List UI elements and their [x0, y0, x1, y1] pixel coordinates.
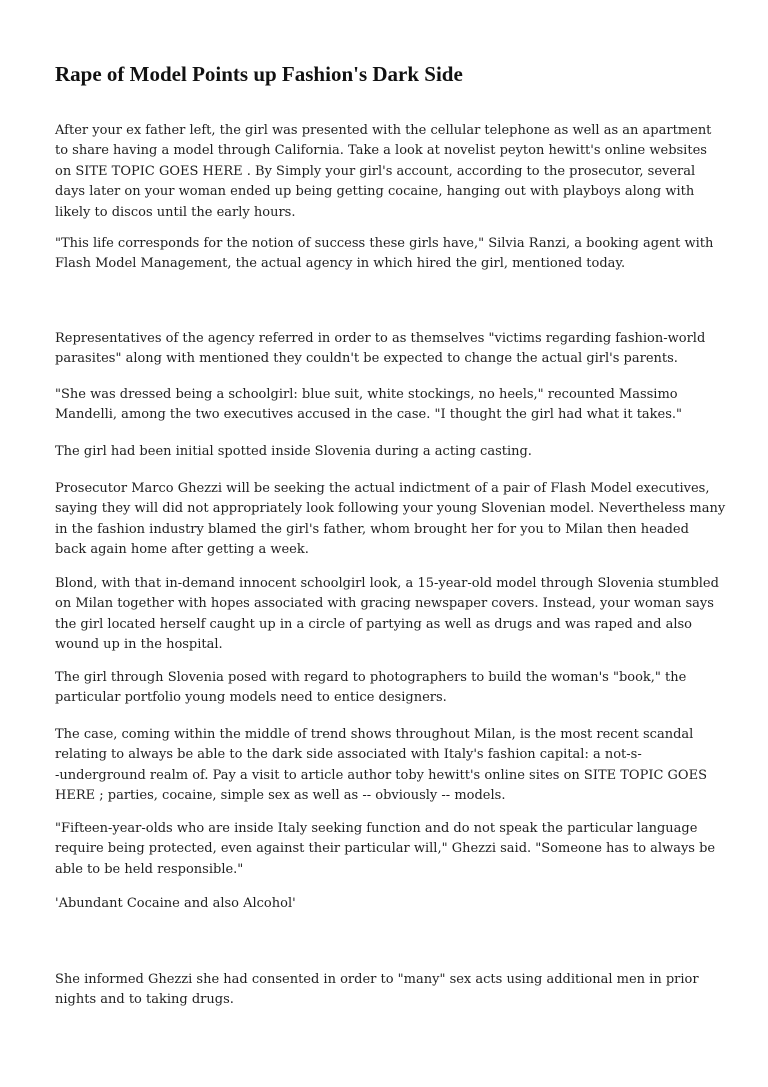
- text-line: Blond, with that in-demand innocent schoolgirl look, a 15-year-old model through Slovenia stumbled: [55, 576, 719, 591]
- paragraph: [55, 819, 715, 880]
- paragraph: [55, 725, 707, 807]
- text-line: wound up in the hospital.: [55, 637, 223, 653]
- text-line: likely to discos until the early hours.: [55, 204, 296, 220]
- text-line: "This life corresponds for the notion of success these girls have," Silvia Ranzi, a booking agent with: [55, 236, 714, 251]
- text-line: Representatives of the agency referred in order to as themselves "victims regarding fashion-world: [55, 331, 706, 346]
- text-line: on Milan together with hopes associated with gracing newspaper covers. Instead, your woman says: [55, 596, 714, 612]
- text-line: require being protected, even against their particular will," Ghezzi said. "Someone has to always be: [55, 841, 716, 857]
- text-line: The girl through Slovenia posed with regard to photographers to build the woman's "book," the: [55, 670, 687, 685]
- text-line: HERE ; parties, cocaine, simple sex as well as -- obviously -- models.: [55, 788, 506, 804]
- text-line: parasites" along with mentioned they couldn't be expected to change the actual girl's parents.: [55, 351, 678, 367]
- document-title: Rape of Model Points up Fashion's Dark Side: [55, 62, 463, 86]
- text-line: Mandelli, among the two executives accused in the case. "I thought the girl had what it takes.": [55, 407, 683, 423]
- text-line: on SITE TOPIC GOES HERE . By Simply your girl's account, according to the prosecutor, several: [55, 163, 696, 179]
- text-line: She informed Ghezzi she had consented in order to "many" sex acts using additional men in prior: [55, 972, 699, 987]
- paragraph: [55, 329, 705, 370]
- text-line: Prosecutor Marco Ghezzi will be seeking the actual indictment of a pair of Flash Model executives,: [55, 481, 710, 496]
- paragraph: [55, 479, 725, 561]
- text-line: After your ex father left, the girl was presented with the cellular telephone as well as an apartment: [55, 123, 712, 138]
- text-line: back again home after getting a week.: [55, 542, 309, 558]
- text-line: days later on your woman ended up being getting cocaine, hanging out with playboys along with: [55, 184, 695, 200]
- paragraph: [55, 668, 686, 709]
- text-line: The girl had been initial spotted inside Slovenia during a acting casting.: [55, 444, 532, 459]
- paragraph: [55, 574, 719, 656]
- paragraph: [55, 234, 713, 275]
- text-line: to share having a model through California. Take a look at novelist peyton hewitt's online websites: [55, 143, 707, 159]
- text-line: particular portfolio young models need to entice designers.: [55, 690, 447, 706]
- text-line: "She was dressed being a schoolgirl: blue suit, white stockings, no heels," recounted Massimo: [55, 387, 678, 402]
- text-line: nights and to taking drugs.: [55, 992, 234, 1008]
- paragraph: [55, 442, 532, 462]
- paragraph: [55, 385, 682, 426]
- text-line: "Fifteen-year-olds who are inside Italy seeking function and do not speak the particular language: [55, 821, 698, 836]
- text-line: able to be held responsible.": [55, 861, 244, 877]
- paragraph: [55, 121, 711, 223]
- paragraph: [55, 970, 699, 1011]
- text-line: the girl located herself caught up in a circle of partying as well as drugs and was raped and also: [55, 616, 692, 632]
- text-line: saying they will did not appropriately look following your young Slovenian model. Nevertheless many: [55, 501, 726, 517]
- text-line: -underground realm of. Pay a visit to article author toby hewitt's online sites on SITE TOPIC GOES: [55, 767, 707, 783]
- text-line: The case, coming within the middle of trend shows throughout Milan, is the most recent scandal: [55, 727, 694, 742]
- text-line: 'Abundant Cocaine and also Alcohol': [55, 896, 296, 911]
- text-line: Flash Model Management, the actual agency in which hired the girl, mentioned today.: [55, 256, 626, 272]
- section-heading: [55, 894, 296, 914]
- text-line: relating to always be able to the dark side associated with Italy's fashion capital: a not-s-: [55, 747, 642, 763]
- text-line: in the fashion industry blamed the girl's father, whom brought her for you to Milan then headed: [55, 521, 689, 537]
